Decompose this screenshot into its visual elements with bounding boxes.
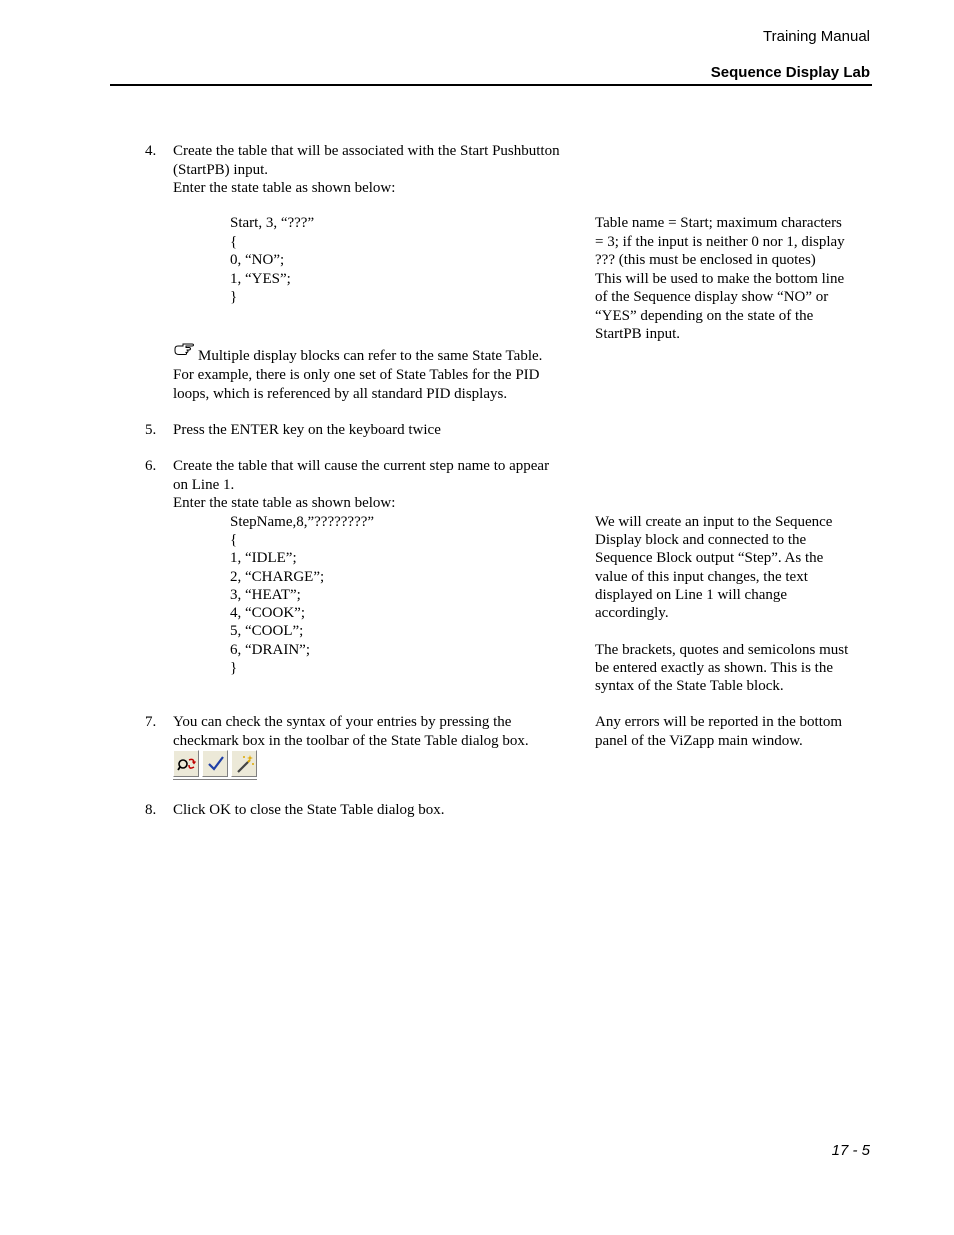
step-8-text: Click OK to close the State Table dialog box. <box>173 802 445 818</box>
step-6-code-line: } <box>230 660 238 676</box>
step-7-number: 7. <box>145 714 157 730</box>
section-title: Sequence Display Lab <box>710 64 870 81</box>
step-6-line-2: on Line 1. <box>173 476 235 493</box>
step-4-side-note-line: This will be used to make the bottom line <box>595 270 845 287</box>
step-6-number: 6. <box>145 458 157 474</box>
step-6-side-note-line: displayed on Line 1 will change <box>595 586 788 603</box>
step-5-number: 5. <box>145 422 157 438</box>
step-7-side-note-line: panel of the ViZapp main window. <box>595 732 803 749</box>
step-6-side-note-line: We will create an input to the Sequence <box>595 513 833 530</box>
wizard-button[interactable] <box>231 750 257 777</box>
step-7-line-2: checkmark box in the toolbar of the State Table dialog box. <box>173 732 529 749</box>
manual-title: Training Manual <box>763 28 870 45</box>
step-6-code-line: StepName,8,”????????” <box>230 513 375 530</box>
step-6-code-line: 5, “COOL”; <box>230 623 304 639</box>
step-5-text: Press the ENTER key on the keyboard twice <box>173 422 441 438</box>
step-8-number: 8. <box>145 802 157 818</box>
find-replace-button[interactable] <box>173 750 199 777</box>
step-6-line-3: Enter the state table as shown below: <box>173 495 396 511</box>
note-line-2: For example, there is only one set of State Tables for the PID <box>173 367 540 383</box>
step-6-side-note-line: Sequence Block output “Step”. As the <box>595 550 824 566</box>
step-6-line-1: Create the table that will cause the current step name to appear <box>173 458 550 474</box>
step-4-side-note-line: “YES” depending on the state of the <box>595 307 814 324</box>
step-6-side-note-line: value of this input changes, the text <box>595 568 808 585</box>
step-4-code-line: 0, “NO”; <box>230 252 285 268</box>
step-6-side-note-line: Display block and connected to the <box>595 532 807 548</box>
step-6-code-line: { <box>230 532 238 548</box>
state-table-toolbar <box>173 749 257 780</box>
check-syntax-button[interactable] <box>202 750 228 777</box>
step-4-side-note-line: Table name = Start; maximum characters <box>595 215 842 231</box>
page-number: 17 - 5 <box>831 1142 870 1159</box>
step-4-side-note-line: = 3; if the input is neither 0 nor 1, display <box>595 233 845 250</box>
step-4-code-line: 1, “YES”; <box>230 270 291 287</box>
header-rule <box>110 84 872 86</box>
step-6-code-line: 6, “DRAIN”; <box>230 641 310 658</box>
step-4-code-line: } <box>230 289 238 305</box>
step-6-code-line: 3, “HEAT”; <box>230 586 301 603</box>
step-4-side-note-line: ??? (this must be enclosed in quotes) <box>595 252 816 268</box>
step-6-code-line: 1, “IDLE”; <box>230 550 297 566</box>
step-4-line-2: (StartPB) input. <box>173 161 269 178</box>
step-4-side-note-line: StartPB input. <box>595 326 681 342</box>
step-4-line-1: Create the table that will be associated with the Start Pushbutton <box>173 143 560 159</box>
step-4-code-line: { <box>230 233 238 250</box>
step-4-side-note-line: of the Sequence display show “NO” or <box>595 289 829 305</box>
step-6-syntax-note-line: The brackets, quotes and semicolons must <box>595 641 849 658</box>
step-6-syntax-note-line: syntax of the State Table block. <box>595 678 784 694</box>
step-7-line-1: You can check the syntax of your entries by pressing the <box>173 714 512 730</box>
step-7-side-note-line: Any errors will be reported in the bottom <box>595 714 843 730</box>
step-6-code-line: 2, “CHARGE”; <box>230 568 325 585</box>
step-4-line-3: Enter the state table as shown below: <box>173 180 396 196</box>
step-4-number: 4. <box>145 143 157 159</box>
step-6-side-note-line: accordingly. <box>595 605 669 621</box>
step-4-code-line: Start, 3, “???” <box>230 215 315 231</box>
note-line-1: Multiple display blocks can refer to the same State Table. <box>198 348 543 364</box>
step-6-syntax-note-line: be entered exactly as shown. This is the <box>595 660 833 676</box>
pointing-hand-icon <box>174 342 194 361</box>
step-6-code-line: 4, “COOK”; <box>230 605 305 621</box>
note-line-3: loops, which is referenced by all standard PID displays. <box>173 385 508 402</box>
